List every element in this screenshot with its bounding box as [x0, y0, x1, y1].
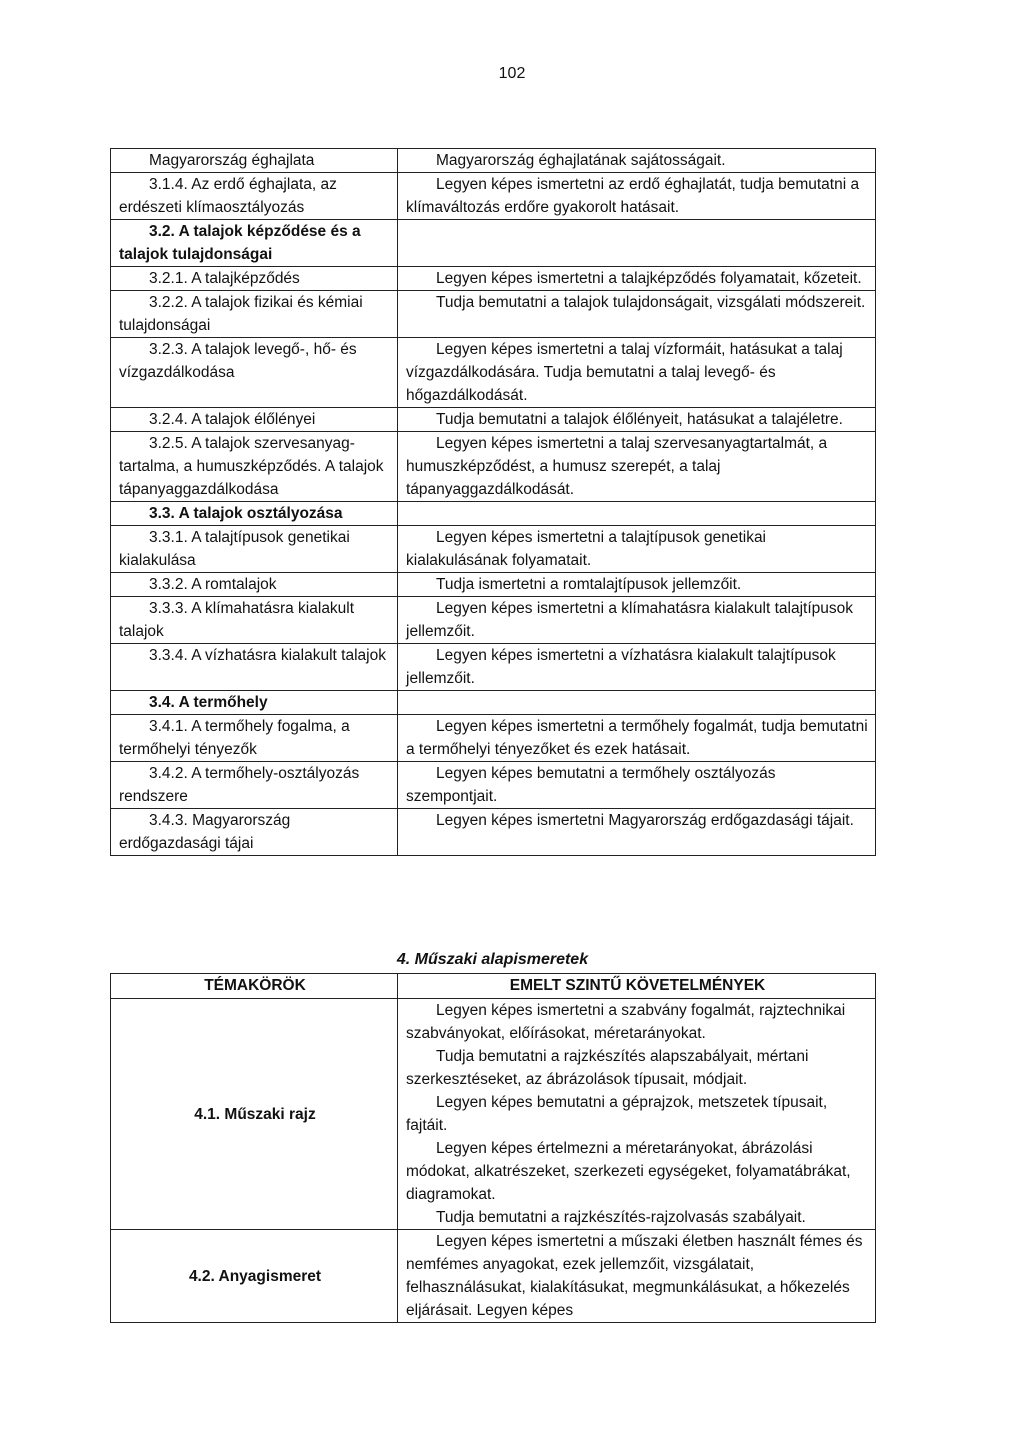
- table-header-row: [111, 974, 876, 999]
- topic-text: 3.3.2. A romtalajok: [149, 576, 277, 593]
- table-row: [111, 762, 876, 809]
- requirement-text: Legyen képes ismertetni a vízhatásra kialakult talajtípusok jellemzőit.: [406, 647, 836, 687]
- table-row: [111, 999, 876, 1230]
- table-row: [111, 338, 876, 408]
- requirement-text: Tudja bemutatni a talajok tulajdonságait, vizsgálati módszereit.: [436, 294, 866, 311]
- table-row: [111, 1230, 876, 1323]
- topic-text: 3.4. A termőhely: [149, 694, 268, 711]
- topic-cell: [111, 573, 398, 597]
- header-topics: TÉMAKÖRÖK: [111, 974, 398, 999]
- topic-text: 3.4.2. A termőhely-osztályozás rendszere: [119, 765, 360, 805]
- requirement-cell: [398, 267, 876, 291]
- table-row: [111, 267, 876, 291]
- requirement-text: Legyen képes ismertetni a szabvány fogalmát, rajztechnikai szabványokat, előírásokat, méretarányokat.: [406, 1002, 846, 1042]
- table-row: [111, 502, 876, 526]
- topic-cell: [111, 762, 398, 809]
- requirement-cell: [398, 809, 876, 856]
- topic-text: 3.2.3. A talajok levegő-, hő- és vízgazdálkodása: [119, 341, 357, 381]
- requirements-table-soils: [110, 148, 876, 856]
- requirement-cell: [398, 691, 876, 715]
- topic-text: 3.3.3. A klímahatásra kialakult talajok: [119, 600, 355, 640]
- requirement-text: Legyen képes ismertetni a talaj szervesanyagtartalmát, a humuszképződést, a humusz szerepét, a talaj tápanyaggazdálkodását.: [406, 435, 828, 498]
- table-row: [111, 715, 876, 762]
- table-row: [111, 173, 876, 220]
- requirement-text: Tudja ismertetni a romtalajtípusok jellemzőit.: [436, 576, 742, 593]
- topic-cell: [111, 338, 398, 408]
- requirement-text: Legyen képes ismertetni Magyarország erdőgazdasági tájait.: [436, 812, 854, 829]
- table-row: [111, 149, 876, 173]
- topic-cell: 4.1. Műszaki rajz: [111, 999, 398, 1230]
- topic-cell: [111, 220, 398, 267]
- table-row: [111, 809, 876, 856]
- topic-cell: [111, 597, 398, 644]
- requirement-cell: [398, 173, 876, 220]
- requirement-text: Magyarország éghajlatának sajátosságait.: [436, 152, 726, 169]
- topic-cell: [111, 644, 398, 691]
- requirement-text: Legyen képes ismertetni az erdő éghajlatát, tudja bemutatni a klímaváltozás erdőre gyakorolt hatásait.: [406, 176, 860, 216]
- table-row: [111, 644, 876, 691]
- requirement-text: Legyen képes ismertetni a klímahatásra kialakult talajtípusok jellemzőit.: [406, 600, 853, 640]
- requirement-cell: [398, 762, 876, 809]
- requirements-table-technical: [110, 973, 876, 1323]
- topic-cell: [111, 502, 398, 526]
- topic-text: 3.3.1. A talajtípusok genetikai kialakulása: [119, 529, 350, 569]
- section-title: 4. Műszaki alapismeretek: [396, 951, 589, 968]
- topic-cell: [111, 809, 398, 856]
- topic-text: 3.3.4. A vízhatásra kialakult talajok: [149, 647, 386, 664]
- topic-cell: [111, 173, 398, 220]
- topic-text: Magyarország éghajlata: [149, 152, 315, 169]
- requirement-text: Legyen képes bemutatni a termőhely osztályozás szempontjait.: [406, 765, 776, 805]
- requirement-text: Tudja bemutatni a rajzkészítés alapszabályait, mértani szerkesztéseket, az ábrázolások típusait, módjait.: [406, 1048, 809, 1088]
- table-row: [111, 432, 876, 502]
- page-number: 102: [498, 65, 526, 82]
- topic-cell: [111, 432, 398, 502]
- topic-cell: [111, 149, 398, 173]
- requirement-cell: [398, 338, 876, 408]
- requirement-text: Legyen képes ismertetni a talaj vízformáit, hatásukat a talaj vízgazdálkodására. Tudja bemutatni a talaj levegő- és hőgazdálkodását.: [406, 341, 843, 404]
- table-row: [111, 526, 876, 573]
- requirement-cell: [398, 1230, 876, 1323]
- topic-cell: [111, 267, 398, 291]
- requirement-text: Legyen képes ismertetni a talajképződés folyamatait, kőzeteit.: [436, 270, 862, 287]
- requirement-text: Legyen képes ismertetni a műszaki életben használt fémes és nemfémes anyagokat, ezek jellemzőit, vizsgálatait, felhasználásukat, kialakításukat, megmunkálásukat, a hőkezelés eljárásait. Legyen képes: [406, 1233, 863, 1319]
- requirement-cell: [398, 597, 876, 644]
- topic-cell: [111, 526, 398, 573]
- topic-text: 3.2.4. A talajok élőlényei: [149, 411, 316, 428]
- requirement-cell: [398, 715, 876, 762]
- requirement-cell: [398, 999, 876, 1230]
- requirement-cell: [398, 644, 876, 691]
- topic-text: 3.4.3. Magyarország erdőgazdasági tájai: [119, 812, 291, 852]
- topic-text: 3.4.1. A termőhely fogalma, a termőhelyi tényezők: [119, 718, 350, 758]
- table-row: [111, 220, 876, 267]
- requirement-text: Legyen képes értelmezni a méretarányokat, ábrázolási módokat, alkatrészeket, szerkezeti egységeket, folyamatábrákat, diagramokat.: [406, 1140, 851, 1203]
- requirement-cell: [398, 408, 876, 432]
- requirement-cell: [398, 149, 876, 173]
- topic-text: 3.2.5. A talajok szervesanyag-tartalma, a humuszképződés. A talajok tápanyaggazdálkodása: [119, 435, 384, 498]
- topic-text: 3.3. A talajok osztályozása: [149, 505, 343, 522]
- requirement-text: Tudja bemutatni a talajok élőlényeit, hatásukat a talajéletre.: [436, 411, 843, 428]
- requirement-text: Legyen képes bemutatni a géprajzok, metszetek típusait, fajtáit.: [406, 1094, 828, 1134]
- topic-text: 3.2.1. A talajképződés: [149, 270, 300, 287]
- header-requirements: EMELT SZINTŰ KÖVETELMÉNYEK: [398, 974, 876, 999]
- requirement-cell: [398, 291, 876, 338]
- requirement-cell: [398, 502, 876, 526]
- requirement-cell: [398, 526, 876, 573]
- topic-text: 3.2. A talajok képződése és a talajok tulajdonságai: [119, 223, 361, 263]
- requirement-cell: [398, 432, 876, 502]
- table-row: [111, 691, 876, 715]
- topic-text: 3.2.2. A talajok fizikai és kémiai tulajdonságai: [119, 294, 363, 334]
- topic-cell: 4.2. Anyagismeret: [111, 1230, 398, 1323]
- topic-cell: [111, 715, 398, 762]
- requirement-text: Legyen képes ismertetni a talajtípusok genetikai kialakulásának folyamatait.: [406, 529, 767, 569]
- requirement-cell: [398, 220, 876, 267]
- requirement-text: Tudja bemutatni a rajzkészítés-rajzolvasás szabályait.: [436, 1209, 806, 1226]
- table-row: [111, 573, 876, 597]
- topic-text: 3.1.4. Az erdő éghajlata, az erdészeti klímaosztályozás: [119, 176, 337, 216]
- topic-cell: [111, 291, 398, 338]
- requirement-cell: [398, 573, 876, 597]
- topic-cell: [111, 408, 398, 432]
- topic-cell: [111, 691, 398, 715]
- requirement-text: Legyen képes ismertetni a termőhely fogalmát, tudja bemutatni a termőhelyi tényezőket és ezek hatásait.: [406, 718, 868, 758]
- table-row: [111, 408, 876, 432]
- table-row: [111, 291, 876, 338]
- table-row: [111, 597, 876, 644]
